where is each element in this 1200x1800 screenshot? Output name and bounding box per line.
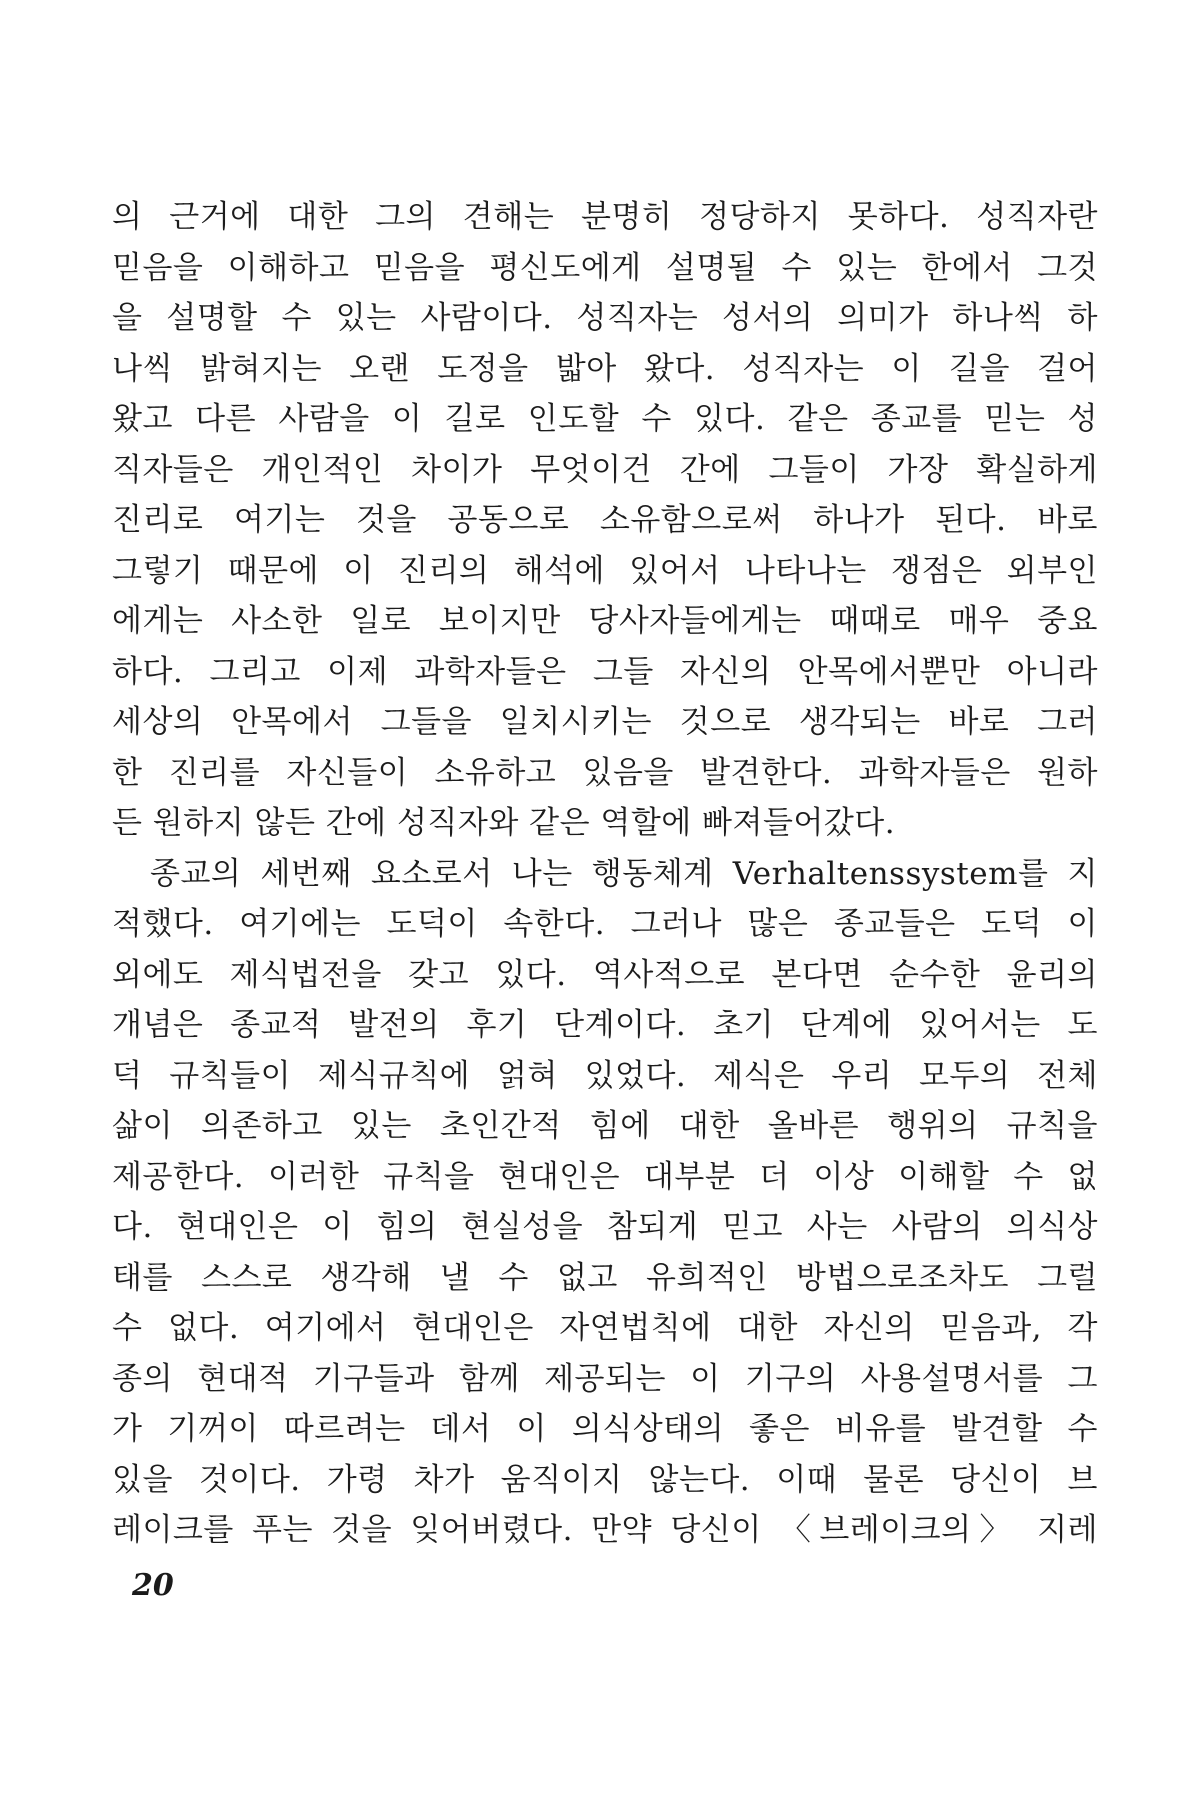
text-line: 에게는 사소한 일로 보이지만 당사자들에게는 때때로 매우 중요 — [112, 603, 1098, 639]
text-line: 의 근거에 대한 그의 견해는 분명히 정당하지 못하다. 성직자란 — [112, 199, 1098, 235]
text-line: 가 기꺼이 따르려는 데서 이 의식상태의 좋은 비유를 발견할 수 — [112, 1411, 1098, 1447]
text-line: 적했다. 여기에는 도덕이 속한다. 그러나 많은 종교들은 도덕 이 — [112, 906, 1098, 942]
text-line: 레이크를 푸는 것을 잊어버렸다. 만약 당신이 〈브레이크의〉 지레 — [112, 1512, 1098, 1548]
text-line: 왔고 다른 사람을 이 길로 인도할 수 있다. 같은 종교를 믿는 성 — [112, 401, 1098, 437]
text-line: 그렇기 때문에 이 진리의 해석에 있어서 나타나는 쟁점은 외부인 — [112, 552, 1098, 589]
text-line: 다. 현대인은 이 힘의 현실성을 참되게 믿고 사는 사람의 의식상 — [112, 1209, 1098, 1245]
text-line: 한 진리를 자신들이 소유하고 있음을 발견한다. 과학자들은 원하 — [112, 754, 1098, 791]
text-line: 세상의 안목에서 그들을 일치시키는 것으로 생각되는 바로 그러 — [112, 704, 1098, 740]
text-line: 종의 현대적 기구들과 함께 제공되는 이 기구의 사용설명서를 그 — [112, 1360, 1098, 1397]
text-line: 덕 규칙들이 제식규칙에 얽혀 있었다. 제식은 우리 모두의 전체 — [112, 1057, 1098, 1094]
page-number: 20 — [132, 1568, 174, 1603]
text-line: 직자들은 개인적인 차이가 무엇이건 간에 그들이 가장 확실하게 — [112, 451, 1098, 488]
body-text — [112, 192, 1098, 1556]
text-line: 진리로 여기는 것을 공동으로 소유함으로써 하나가 된다. 바로 — [112, 502, 1098, 538]
text-line: 나씩 밝혀지는 오랜 도정을 밟아 왔다. 성직자는 이 길을 걸어 — [112, 350, 1098, 387]
paragraph-last-line: 든 원하지 않든 간에 성직자와 같은 역할에 빠져들어갔다. — [112, 805, 896, 841]
text-line: 개념은 종교적 발전의 후기 단계이다. 초기 단계에 있어서는 도 — [112, 1007, 1098, 1043]
paragraph-first-line: 종교의 세번째 요소로서 나는 행동체계 Verhaltenssystem를 지 — [150, 855, 1098, 892]
text-line: 을 설명할 수 있는 사람이다. 성직자는 성서의 의미가 하나씩 하 — [112, 300, 1098, 336]
text-line: 수 없다. 여기에서 현대인은 자연법칙에 대한 자신의 믿음과, 각 — [112, 1310, 1098, 1346]
text-line: 제공한다. 이러한 규칙을 현대인은 대부분 더 이상 이해할 수 없 — [112, 1158, 1098, 1195]
text-line: 하다. 그리고 이제 과학자들은 그들 자신의 안목에서뿐만 아니라 — [112, 653, 1098, 690]
text-line: 삶이 의존하고 있는 초인간적 힘에 대한 올바른 행위의 규칙을 — [112, 1108, 1098, 1144]
text-line: 태를 스스로 생각해 낼 수 없고 유희적인 방법으로조차도 그럴 — [112, 1259, 1098, 1296]
text-line: 믿음을 이해하고 믿음을 평신도에게 설명될 수 있는 한에서 그것 — [112, 249, 1098, 286]
text-line: 있을 것이다. 가령 차가 움직이지 않는다. 이때 물론 당신이 브 — [112, 1461, 1098, 1498]
text-line: 외에도 제식법전을 갖고 있다. 역사적으로 본다면 순수한 윤리의 — [112, 956, 1098, 993]
